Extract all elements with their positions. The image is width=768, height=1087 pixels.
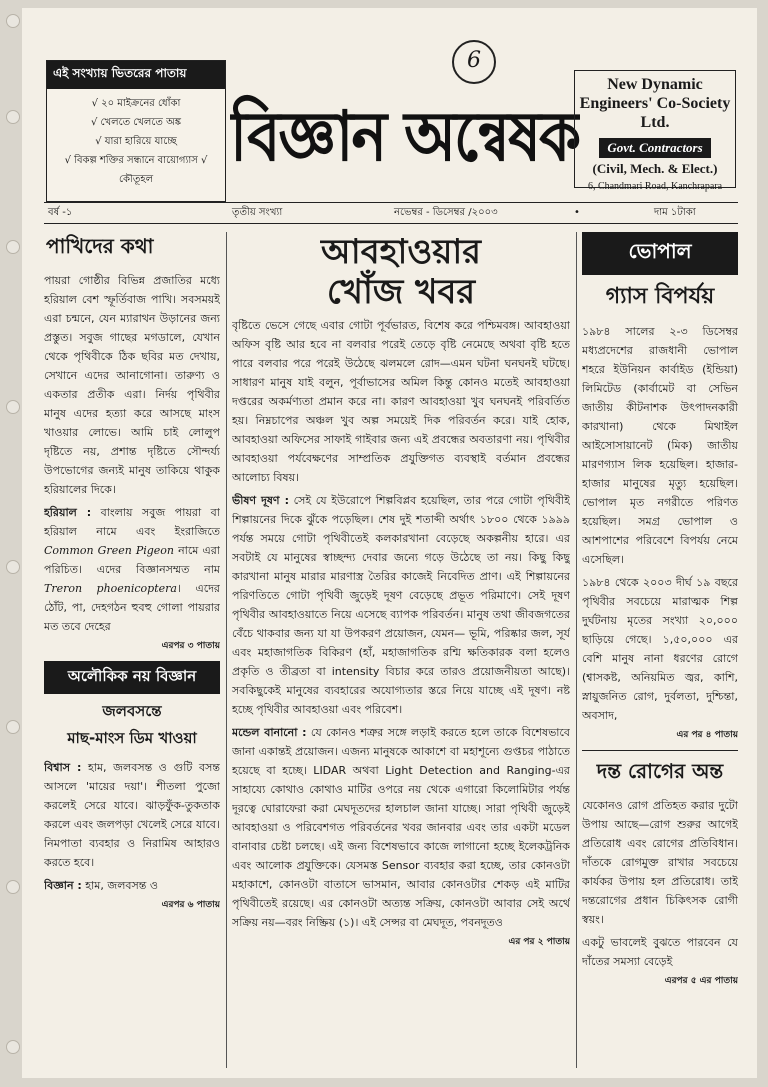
dental-heading: দন্ত রোগের অন্ত [582, 750, 738, 790]
belief-label: বিশ্বাস : [44, 761, 82, 774]
newspaper-page [22, 8, 757, 1078]
ad-type: (Civil, Mech. & Elect.) [592, 161, 718, 176]
contents-item: √ যারা হারিয়ে যাচ্ছে [95, 136, 177, 147]
contents-box [46, 60, 226, 202]
birds-scientific-name: Treron phoenicoptera [44, 582, 177, 595]
ad-address: 6, Chandmari Road, Kanchrapara [587, 181, 723, 192]
binder-hole [6, 720, 20, 734]
birds-paragraph-2 [44, 503, 220, 636]
contents-item: √ ২০ মাইক্রনের ধোঁকা [91, 98, 181, 109]
birds-label: হরিয়াল : [44, 506, 92, 519]
left-column [44, 232, 220, 1068]
science-subheading: মাছ-মাংস ডিম খাওয়া [67, 729, 197, 747]
binder-hole [6, 14, 20, 28]
column-divider [226, 232, 227, 1068]
issue-price: দাম ১টাকা [654, 207, 696, 218]
issue-date: নভেম্বর - ডিসেম্বর /২০০৩ [394, 207, 498, 218]
binder-hole [6, 400, 20, 414]
ad-company-name: New Dynamic Engineers' Co-Society Ltd. [579, 76, 731, 131]
science-paragraph [44, 876, 220, 895]
birds-text: নামে এরা পরিচিত। এদের বিজ্ঞানসম্মত নাম [44, 544, 220, 576]
belief-text: হাম, জলবসন্ত ও গুটি বসন্ত আসলে 'মায়ের দয়া'। শীতলা পুজো করলেই সেরে যাবে। ঝাড়ফুঁক-তুকতাক করলে এবং জলপড়া খেলেই সেরে যাবে। নিমপাতা ব্যবহার ও নিরামিষ আহারও করতে হবে। [44, 761, 220, 869]
weather-title-line1: আবহাওয়ার [321, 232, 481, 272]
gas-disaster-heading: গ্যাস বিপর্যয় [605, 284, 715, 309]
contents-list [47, 89, 225, 189]
weather-title-line2: খোঁজ খবর [326, 272, 476, 312]
binder-holes [0, 0, 22, 1087]
birds-heading: পাখিদের কথা [46, 234, 154, 258]
issue-info-bar [44, 202, 738, 224]
ad-badge: Govt. Contractors [599, 138, 710, 158]
page-number: 6 [452, 40, 496, 84]
continued-note: এরপর ৫ এর পাতায় [664, 976, 738, 986]
science-text: হাম, জলবসন্ত ও [85, 879, 158, 892]
dental-paragraph-2: একটু ভাবলেই বুঝতে পারবেন যে দাঁতের সমস্যা বেড়েই [582, 936, 738, 968]
column-divider [576, 232, 577, 1068]
continued-note: এর পর ২ পাতায় [508, 937, 570, 947]
contents-item: √ খেলতে খেলতে অঙ্ক [90, 117, 182, 128]
weather-paragraph: বৃষ্টিতে ভেসে গেছে এবার গোটা পূর্বভারত, বিশেষ করে পশ্চিমবঙ্গ। আবহাওয়া অফিস বৃষ্টি আর হবে না বলবার পরেই তেড়ে বৃষ্টি নেমেছে অথবা বৃষ্টি হতে পারে বলবার পরে পরেই উঠেছে ঝলমলে রোদ—এমন ঘটনা ঘনঘনই ঘটছে। সাধারণ মানুষ যাই বলুন, পূর্বাভাসের অমিল কিন্তু কোনও মতেই আবহাওয়া দপ্তরের অকর্মণ্যতা প্রমান করে না। কারণ আবহাওয়া খুব ঘনঘনই পরিবর্তিত হয়। নিম্নচাপের অঞ্চল খুব অল্প সময়েই দিক পরিবর্তন করে। যাই হোক, আবহাওয়া অফিসের সাফাই গাইবার জন্য এই প্রবন্ধের অবতারণা নয়। পৃথিবীর আবহাওয়া পর্যবেক্ষণের সাম্প্রতিক প্রযুক্তিগত ব্যবস্থাই বর্তমান প্রবন্ধের আলোচ্য বিষয়। [232, 319, 570, 484]
binder-hole [6, 110, 20, 124]
science-subheading: জলবসন্তে [102, 702, 162, 720]
birds-text: বাংলায় সবুজ পায়রা বা হরিয়াল নামে এবং ইংরাজিতে [44, 506, 220, 538]
continued-note: এরপর ৩ পাতায় [161, 641, 220, 651]
birds-paragraph: পায়রা গোষ্ঠীর বিভিন্ন প্রজাতির মধ্যে হরিয়াল বেশ স্ফূর্তিবাজ পাখি। সবসময়ই এরা চন্মনে, যেন ম্যারাথন উড়ানের জন্য প্রস্তুত। সবুজ গাছের মগডালে, যেখান থেকে পৃথিবীকে ঠিক ছবির মত দেখায়, সেখানে এদের আনাগোনা। তারুণ্য ও একতার প্রতীক এরা। নির্দয় পৃথিবীর মানুষ এদের হত্যা করে আসছে মাংস খাওয়ার লোভে। আমি চাই লোলুপ দৃষ্টিতে নয়, প্রশান্ত দৃষ্টিতে সৌন্দর্য্য উপভোগের জন্যই মানুষ তাকিয়ে থাকুক হরিয়ালের দিকে। [44, 274, 220, 496]
advertisement-box [574, 70, 736, 192]
pollution-label: ভীষণ দূষণ : [232, 494, 289, 507]
info-bullet: • [574, 207, 580, 218]
binder-hole [6, 240, 20, 254]
issue-number: তৃতীয় সংখ্যা [232, 207, 283, 218]
continued-note: এর পর ৪ পাতায় [676, 730, 738, 740]
birds-english-name: Common Green Pigeon [44, 544, 175, 557]
model-text: যে কোনও শত্রুর সঙ্গে লড়াই করতে হলে তাকে বিশেষভাবে জানা একান্তই প্রয়োজন। এজন্য মানুষকে আকাশে বা মহাশূন্যে গুপ্তচর পাঠাতে হয়েছে বা হচ্ছে। LIDAR অথবা Light Detection and Ranging-এর সাহায্যে কোথাও কোথাও মাটির ওপরে নয় থেকে এগারো কিলোমিটার পর্যন্ত দূরত্বে ঘোরাফেরা করা মেঘদূতদের হালচাল জানা যাচ্ছে। সারা পৃথিবী জুড়েই আবহাওয়া ও পরিবেশগত পরিবর্তনের খবর জানবার এবং তার একটা মডেল বানাবার চেষ্টা চলছে। এই জন্য বিশেষভাবে কাজে লাগানো হচ্ছে ইলেকট্রনিক এবং আলোক প্রযুক্তিকে। যেসমস্ত Sensor ব্যবহার করা হচ্ছে, তার কোনওটা মহাকাশে, কোনওটা বাতাসে ভাসমান, আবার কোনওটার শেকড় এই মাটির পৃথিবীতেই রয়েছে। এর কোনওটা অত্যন্ত সক্রিয়, কোনওটা আবার সেই অর্থে সক্রিয় নয়—বরং নিষ্ক্রিয় (১)। এই সেন্সর বা মেঘদূত, পবনদূতও [232, 726, 570, 929]
pollution-paragraph [232, 491, 570, 719]
pollution-text: সেই যে ইউরোপে শিল্পবিপ্লব হয়েছিল, তার পরে গোটা পৃথিবীই শিল্পায়নের দিকে ঝুঁকে পড়েছিল। শেষ দুই শতাব্দী অর্থাৎ ১৮০০ থেকে ১৯৯৯ পর্যন্ত সময়ে গোটা পৃথিবীতেই কলকারখানা বেড়েছে অকল্পনীয় হারে। এর সবটাই যে মানুষের স্বাচ্ছন্দ্য দেবার জন্যে গড়ে উঠেছে তা নয়। কিছু কিছু কারখানা মানুষ মারার মারণাস্ত্র তৈরির কাজেই নিবেদিত প্রাণ। এই শিল্পায়নের পরিণতিতে গোটা পৃথিবী জুড়েই দূষণ বেড়েছে প্রভূত পরিমাণে। সেই দূষণ পৃথিবীর আবহাওয়াতে নিয়ে এসেছে ব্যাপক পরিবর্তন। মানুষ তথা জীবজগতের বেঁচে থাকবার জন্য যা যা উপকরণ প্রয়োজন, যেমন— ভূমি, পরিষ্কার জল, সূর্য এবং মহাজাগতিক বিকিরণ (হাঁ, মহাজাগতিক রশ্মি ক্ষতিকারক বলা হলেও প্রকৃতি ও তীব্রতা বা intensity বিচার করে তারও প্রয়োজনীয়তা আছে)। সবকিছুকেই মানুষের ব্যবহারের অযোগ্যতার স্তরে নিয়ে যাচ্ছে এই দূষণ। নষ্ট হচ্ছে পৃথিবীর আবহাওয়া এবং পরিবেশ। [232, 494, 570, 716]
bhopal-paragraph: ১৯৮৪ সালের ২-৩ ডিসেম্বর মধ্যপ্রদেশের রাজধানী ভোপাল শহরে ইউনিয়ন কার্বাইড (ইন্ডিয়া) লিমিটেড (কার্বামেট বা সেভিন জাতীয় কীটনাশক উৎপাদনকারী কারখানা) থেকে মিথাইল আইসোসায়ানেট (মিক) জাতীয় মারণগ্যাস লিক হয়েছিল। হাজার-হাজার মানুষের মৃত্যু হয়েছিল। ভোপাল মৃত নগরীতে পরিণত হয়েছিল। সমগ্র ভোপাল ও আশপাশের পরিবেশে বিপর্যয় নেমে এসেছিল। [582, 325, 738, 566]
contents-item: √ বিকল্প শক্তির সন্ধানে বায়োগ্যাস √ কৌতূহল [64, 155, 208, 185]
science-label: বিজ্ঞান : [44, 879, 82, 892]
science-heading: অলৌকিক নয় বিজ্ঞান [44, 661, 220, 694]
bhopal-paragraph-2: ১৯৮৪ থেকে ২০০৩ দীর্ঘ ১৯ বছরে পৃথিবীর সবচেয়ে মারাত্মক শিল্প দুর্ঘটনায় মৃতের সংখ্যা ২০,০০০ ছাড়িয়ে গেছে। ১,৫০,০০০ এর বেশি মানুষ নানা ধরণের রোগে (শ্বাসকষ্ট, অনিয়মিত জ্বর, কাশি, স্নায়ুজনিত রোগ, দুর্বলতা, দুশ্চিন্তা, অবসাদ, [582, 576, 738, 722]
birds-text: । এদের ঠোঁট, পা, দেহগঠন হুবহু গোলা পায়রার মত তবে দেহের [44, 582, 220, 633]
dental-paragraph: যেকোনও রোগ প্রতিহত করার দুটো উপায় আছে—রোগ শুরুর আগেই প্রতিরোধ এবং রোগের প্রতিবিধান। দাঁতকে রোগমুক্ত রাখার সবচেয়ে কার্যকর উপায় হল প্রতিরোধ। তাই দন্তরোগের প্রধান চিকিৎসক রোগী স্বয়ং। [582, 799, 738, 926]
binder-hole [6, 560, 20, 574]
masthead-title: বিজ্ঞান অন্বেষক [230, 96, 580, 178]
bhopal-heading: ভোপাল [582, 232, 738, 275]
belief-paragraph [44, 758, 220, 872]
model-label: মন্ডেল বানানো : [232, 726, 307, 739]
issue-year: বর্ষ -১ [48, 207, 73, 218]
binder-hole [6, 1040, 20, 1054]
binder-hole [6, 880, 20, 894]
right-column [582, 232, 738, 1068]
model-paragraph [232, 723, 570, 932]
middle-column [232, 232, 570, 1068]
contents-heading: এই সংখ্যায় ভিতরের পাতায় [47, 61, 225, 89]
continued-note: এরপর ৬ পাতায় [161, 900, 220, 910]
